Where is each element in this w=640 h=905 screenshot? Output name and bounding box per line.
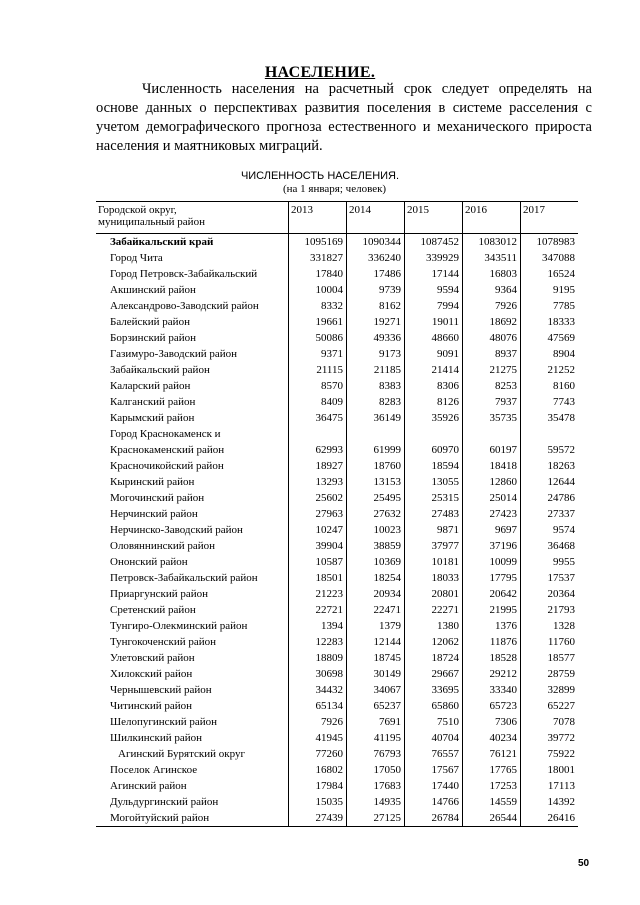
table-cell: 13153 <box>347 474 405 490</box>
table-row <box>96 538 578 554</box>
table-cell: 18333 <box>521 314 579 330</box>
table-cell: 16802 <box>289 762 347 778</box>
row-label: Поселок Агинское <box>110 764 198 776</box>
table-cell: 1095169 <box>289 234 347 251</box>
table-cell: 10099 <box>463 554 521 570</box>
table-cell: 48660 <box>405 330 463 346</box>
table-cell: 1328 <box>521 618 579 634</box>
table-cell: 35478 <box>521 410 579 426</box>
table-cell: 76121 <box>463 746 521 762</box>
row-label: Приаргунский район <box>110 588 209 600</box>
table-cell: 36149 <box>347 410 405 426</box>
table-cell: 24786 <box>521 490 579 506</box>
table-cell: 7785 <box>521 298 579 314</box>
table-cell: 9594 <box>405 282 463 298</box>
table-cell: 20801 <box>405 586 463 602</box>
table-cell: 17440 <box>405 778 463 794</box>
row-label: Карымский район <box>110 412 195 424</box>
row-label: Город Чита <box>110 252 163 264</box>
table-cell: 10587 <box>289 554 347 570</box>
table-cell: 7510 <box>405 714 463 730</box>
row-label: Агинский район <box>110 780 187 792</box>
table-cell: 12144 <box>347 634 405 650</box>
row-label: Красночикойский район <box>110 460 224 472</box>
row-label: Могочинский район <box>110 492 205 504</box>
table-row <box>96 474 578 490</box>
table-cell: 9955 <box>521 554 579 570</box>
row-label: Петровск-Забайкальский район <box>110 572 258 584</box>
table-cell: 9871 <box>405 522 463 538</box>
table-cell: 65134 <box>289 698 347 714</box>
table-cell: 331827 <box>289 250 347 266</box>
table-cell: 9173 <box>347 346 405 362</box>
table-row <box>96 522 578 538</box>
table-caption: ЧИСЛЕННОСТЬ НАСЕЛЕНИЯ. <box>240 170 400 182</box>
table-cell: 21793 <box>521 602 579 618</box>
table-cell: 32899 <box>521 682 579 698</box>
header-label-line1: Городской округ, <box>98 204 177 216</box>
table-cell: 36468 <box>521 538 579 554</box>
row-label: Тунгокоченский район <box>110 636 217 648</box>
header-year: 2013 <box>289 202 347 234</box>
table-cell: 14766 <box>405 794 463 810</box>
table-cell: 41195 <box>347 730 405 746</box>
population-table <box>96 201 578 827</box>
row-label: Краснокаменский район <box>110 444 225 456</box>
table-cell: 17840 <box>289 266 347 282</box>
table-cell: 12644 <box>521 474 579 490</box>
table-cell: 8904 <box>521 346 579 362</box>
page-number: 50 <box>578 858 590 869</box>
header-year: 2014 <box>347 202 405 234</box>
table-cell: 39772 <box>521 730 579 746</box>
table-cell: 21414 <box>405 362 463 378</box>
table-cell: 62993 <box>289 442 347 458</box>
table-cell: 8306 <box>405 378 463 394</box>
table-cell: 27963 <box>289 506 347 522</box>
table-cell: 29667 <box>405 666 463 682</box>
table-cell: 19661 <box>289 314 347 330</box>
table-cell: 26416 <box>521 810 579 827</box>
table-cell: 39904 <box>289 538 347 554</box>
row-label: Город Петровск-Забайкальский <box>110 268 258 280</box>
table-cell: 9697 <box>463 522 521 538</box>
row-label: Нерчинский район <box>110 508 198 520</box>
table-cell: 75922 <box>521 746 579 762</box>
table-cell: 22471 <box>347 602 405 618</box>
table-cell: 27337 <box>521 506 579 522</box>
intro-paragraph <box>96 80 592 156</box>
table-row <box>96 634 578 650</box>
row-label: Шилкинский район <box>110 732 202 744</box>
table-row <box>96 234 578 251</box>
table-row <box>96 682 578 698</box>
table-cell: 7937 <box>463 394 521 410</box>
row-label: Тунгиро-Олекминский район <box>110 620 248 632</box>
table-cell: 76793 <box>347 746 405 762</box>
table-cell: 8332 <box>289 298 347 314</box>
table-cell: 339929 <box>405 250 463 266</box>
table-cell: 35735 <box>463 410 521 426</box>
header-year: 2017 <box>521 202 579 234</box>
table-row <box>96 362 578 378</box>
table-row <box>96 442 578 458</box>
table-cell: 27423 <box>463 506 521 522</box>
row-label: Александрово-Заводский район <box>110 300 259 312</box>
table-cell <box>405 426 463 442</box>
table-cell: 1394 <box>289 618 347 634</box>
table-cell: 17567 <box>405 762 463 778</box>
table-cell: 17765 <box>463 762 521 778</box>
intro-text: Численность населения на расчетный срок следует определять на основе данных о перспективах развития поселения в системе расселения с учетом демографического прогноза естественного и механического прироста населения и маятниковых миграций. <box>96 81 592 154</box>
table-cell: 22721 <box>289 602 347 618</box>
table-cell: 40234 <box>463 730 521 746</box>
table-cell: 17984 <box>289 778 347 794</box>
table-cell: 9364 <box>463 282 521 298</box>
header-label <box>96 202 289 234</box>
section-title: НАСЕЛЕНИЕ. <box>264 64 376 81</box>
table-cell: 25602 <box>289 490 347 506</box>
table-cell: 17537 <box>521 570 579 586</box>
table-cell <box>463 426 521 442</box>
table-row <box>96 778 578 794</box>
table-row <box>96 554 578 570</box>
table-cell: 8253 <box>463 378 521 394</box>
table-cell: 40704 <box>405 730 463 746</box>
table-cell: 30698 <box>289 666 347 682</box>
table-cell: 17683 <box>347 778 405 794</box>
table-cell: 1380 <box>405 618 463 634</box>
table-cell: 10023 <box>347 522 405 538</box>
table-cell: 12283 <box>289 634 347 650</box>
table-cell: 65860 <box>405 698 463 714</box>
table-row <box>96 282 578 298</box>
row-label: Каларский район <box>110 380 191 392</box>
table-cell <box>521 426 579 442</box>
row-label: Шелопугинский район <box>110 716 218 728</box>
table-cell: 18692 <box>463 314 521 330</box>
header-year: 2015 <box>405 202 463 234</box>
row-label: Забайкальский край <box>110 236 214 248</box>
table-row <box>96 394 578 410</box>
table-row <box>96 298 578 314</box>
table-cell: 12860 <box>463 474 521 490</box>
row-label: Балейский район <box>110 316 190 328</box>
table-cell: 20934 <box>347 586 405 602</box>
table-cell: 7926 <box>289 714 347 730</box>
table-cell: 7078 <box>521 714 579 730</box>
table-cell: 1376 <box>463 618 521 634</box>
row-label: Город Краснокаменск и <box>110 428 221 440</box>
table-cell: 8937 <box>463 346 521 362</box>
row-label: Читинский район <box>110 700 193 712</box>
table-row <box>96 330 578 346</box>
table-cell: 16524 <box>521 266 579 282</box>
table-cell: 18001 <box>521 762 579 778</box>
table-cell: 59572 <box>521 442 579 458</box>
table-cell: 21185 <box>347 362 405 378</box>
table-row <box>96 490 578 506</box>
table-cell: 41945 <box>289 730 347 746</box>
table-cell: 34432 <box>289 682 347 698</box>
table-cell: 1090344 <box>347 234 405 251</box>
table-cell: 9091 <box>405 346 463 362</box>
table-row <box>96 506 578 522</box>
table-cell: 8570 <box>289 378 347 394</box>
table-row <box>96 314 578 330</box>
table-cell: 17144 <box>405 266 463 282</box>
table-cell: 28759 <box>521 666 579 682</box>
table-cell: 22271 <box>405 602 463 618</box>
table-cell: 17113 <box>521 778 579 794</box>
table-cell: 76557 <box>405 746 463 762</box>
table-row <box>96 346 578 362</box>
table-row <box>96 458 578 474</box>
table-cell: 25014 <box>463 490 521 506</box>
row-label: Кыринский район <box>110 476 195 488</box>
table-cell: 8126 <box>405 394 463 410</box>
table-cell: 18501 <box>289 570 347 586</box>
table-cell: 7691 <box>347 714 405 730</box>
table-cell: 7306 <box>463 714 521 730</box>
table-cell: 27632 <box>347 506 405 522</box>
table-cell: 21223 <box>289 586 347 602</box>
table-cell: 65723 <box>463 698 521 714</box>
row-label: Дульдургинский район <box>110 796 219 808</box>
table-cell: 33695 <box>405 682 463 698</box>
table-row <box>96 810 578 827</box>
table-row <box>96 602 578 618</box>
header-label-line2: муниципальный район <box>98 216 205 228</box>
table-cell <box>289 426 347 442</box>
table-cell: 18254 <box>347 570 405 586</box>
table-cell: 48076 <box>463 330 521 346</box>
table-cell: 49336 <box>347 330 405 346</box>
row-label: Улетовский район <box>110 652 195 664</box>
table-subcaption: (на 1 января; человек) <box>283 183 387 195</box>
table-row <box>96 650 578 666</box>
table-cell: 27483 <box>405 506 463 522</box>
table-cell: 10181 <box>405 554 463 570</box>
table-cell: 25495 <box>347 490 405 506</box>
table-cell: 7994 <box>405 298 463 314</box>
table-cell: 1083012 <box>463 234 521 251</box>
table-cell: 18809 <box>289 650 347 666</box>
row-label: Борзинский район <box>110 332 196 344</box>
table-cell: 1379 <box>347 618 405 634</box>
table-row <box>96 618 578 634</box>
row-label: Ононский район <box>110 556 188 568</box>
table-cell: 10004 <box>289 282 347 298</box>
table-cell <box>347 426 405 442</box>
table-cell: 35926 <box>405 410 463 426</box>
table-cell: 7743 <box>521 394 579 410</box>
table-cell: 36475 <box>289 410 347 426</box>
table-cell: 18594 <box>405 458 463 474</box>
table-cell: 29212 <box>463 666 521 682</box>
table-cell: 10247 <box>289 522 347 538</box>
table-cell: 9739 <box>347 282 405 298</box>
table-cell: 14392 <box>521 794 579 810</box>
row-label: Сретенский район <box>110 604 196 616</box>
row-label: Нерчинско-Заводский район <box>110 524 243 536</box>
table-cell: 33340 <box>463 682 521 698</box>
row-label: Хилокский район <box>110 668 193 680</box>
row-label: Оловяннинский район <box>110 540 215 552</box>
table-cell: 9195 <box>521 282 579 298</box>
table-cell: 336240 <box>347 250 405 266</box>
table-cell: 347088 <box>521 250 579 266</box>
table-cell: 16803 <box>463 266 521 282</box>
table-cell: 18577 <box>521 650 579 666</box>
table-row <box>96 746 578 762</box>
table-cell: 8383 <box>347 378 405 394</box>
table-cell: 1087452 <box>405 234 463 251</box>
table-cell: 18745 <box>347 650 405 666</box>
table-cell: 25315 <box>405 490 463 506</box>
table-row <box>96 410 578 426</box>
table-row <box>96 378 578 394</box>
table-row <box>96 762 578 778</box>
table-cell: 77260 <box>289 746 347 762</box>
table-cell: 11876 <box>463 634 521 650</box>
table-cell: 20642 <box>463 586 521 602</box>
table-cell: 20364 <box>521 586 579 602</box>
table-cell: 8160 <box>521 378 579 394</box>
table-cell: 18760 <box>347 458 405 474</box>
table-cell: 21252 <box>521 362 579 378</box>
header-year: 2016 <box>463 202 521 234</box>
table-cell: 19011 <box>405 314 463 330</box>
table-cell: 47569 <box>521 330 579 346</box>
table-cell: 8409 <box>289 394 347 410</box>
table-cell: 17795 <box>463 570 521 586</box>
row-label: Калганский район <box>110 396 196 408</box>
table-cell: 26784 <box>405 810 463 827</box>
table-cell: 60197 <box>463 442 521 458</box>
table-cell: 13055 <box>405 474 463 490</box>
table-cell: 19271 <box>347 314 405 330</box>
table-cell: 21275 <box>463 362 521 378</box>
table-row <box>96 730 578 746</box>
table-row <box>96 586 578 602</box>
table-cell: 17486 <box>347 266 405 282</box>
table-cell: 18263 <box>521 458 579 474</box>
table-cell: 9371 <box>289 346 347 362</box>
table-cell: 21115 <box>289 362 347 378</box>
table-cell: 14935 <box>347 794 405 810</box>
table-cell: 65237 <box>347 698 405 714</box>
row-label: Могойтуйский район <box>96 810 289 827</box>
table-cell: 65227 <box>521 698 579 714</box>
table-cell: 14559 <box>463 794 521 810</box>
table-cell: 343511 <box>463 250 521 266</box>
table-row <box>96 666 578 682</box>
table-cell: 1078983 <box>521 234 579 251</box>
table-cell: 13293 <box>289 474 347 490</box>
table-cell: 15035 <box>289 794 347 810</box>
table-cell: 18528 <box>463 650 521 666</box>
table-row <box>96 426 578 442</box>
table-row <box>96 714 578 730</box>
table-cell: 30149 <box>347 666 405 682</box>
table-row <box>96 570 578 586</box>
table-cell: 17253 <box>463 778 521 794</box>
table-cell: 37977 <box>405 538 463 554</box>
table-cell: 21995 <box>463 602 521 618</box>
table-cell: 27125 <box>347 810 405 827</box>
table-cell: 27439 <box>289 810 347 827</box>
row-label: Газимуро-Заводский район <box>110 348 238 360</box>
table-cell: 50086 <box>289 330 347 346</box>
table-row <box>96 698 578 714</box>
table-header-row <box>96 202 578 234</box>
table-cell: 18724 <box>405 650 463 666</box>
table-cell: 12062 <box>405 634 463 650</box>
row-label: Забайкальский район <box>110 364 210 376</box>
table-cell: 18927 <box>289 458 347 474</box>
table-row <box>96 266 578 282</box>
table-cell: 34067 <box>347 682 405 698</box>
table-cell: 10369 <box>347 554 405 570</box>
table-cell: 11760 <box>521 634 579 650</box>
table-cell: 38859 <box>347 538 405 554</box>
table-row <box>96 794 578 810</box>
row-label: Агинский Бурятский округ <box>118 748 245 760</box>
table-cell: 60970 <box>405 442 463 458</box>
table-cell: 37196 <box>463 538 521 554</box>
table-cell: 18418 <box>463 458 521 474</box>
table-cell: 9574 <box>521 522 579 538</box>
table-cell: 17050 <box>347 762 405 778</box>
table-cell: 8283 <box>347 394 405 410</box>
table-cell: 8162 <box>347 298 405 314</box>
table-cell: 61999 <box>347 442 405 458</box>
row-label: Акшинский район <box>110 284 196 296</box>
table-cell: 7926 <box>463 298 521 314</box>
row-label: Чернышевский район <box>110 684 212 696</box>
table-cell: 26544 <box>463 810 521 827</box>
table-cell: 18033 <box>405 570 463 586</box>
table-row <box>96 250 578 266</box>
